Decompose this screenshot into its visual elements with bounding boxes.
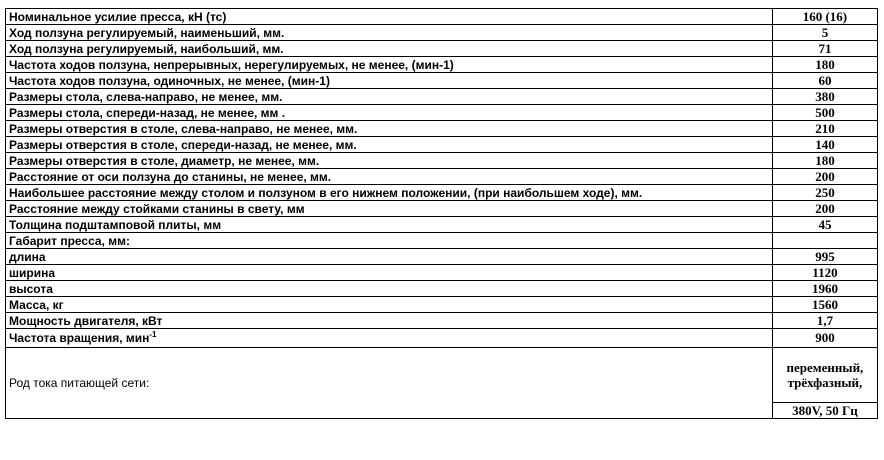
spec-param: длина [6,249,773,265]
power-type-line-2: трёхфазный, [787,375,863,390]
spec-value: 180 [772,153,877,169]
spec-value: 71 [772,41,877,57]
spec-param: Толщина подштамповой плиты, мм [6,217,773,233]
spec-value: 1560 [772,297,877,313]
spec-table-body [6,9,878,419]
spec-row [6,89,878,105]
rotation-unit-exponent: -1 [149,330,157,339]
spec-value: 5 [772,25,877,41]
spec-row [6,41,878,57]
spec-param: Расстояние между стойками станины в свету, мм [6,201,773,217]
spec-param: Размеры отверстия в столе, диаметр, не менее, мм. [6,153,773,169]
spec-param: Номинальное усилие пресса, кН (тс) [6,9,773,25]
spec-value: 45 [772,217,877,233]
spec-row-power [6,348,878,403]
spec-param: Наибольшее расстояние между столом и ползуном в его нижнем положении, (при наибольшем ходе), мм. [6,185,773,201]
spec-value: 380 [772,89,877,105]
spec-row [6,201,878,217]
spec-param: Род тока питающей сети: [6,348,773,419]
spec-param: Расстояние от оси ползуна до станины, не менее, мм. [6,169,773,185]
spec-param: Масса, кг [6,297,773,313]
power-type-line-1: переменный, [786,360,864,375]
spec-value: 200 [772,169,877,185]
spec-param: Размеры отверстия в столе, спереди-назад, не менее, мм. [6,137,773,153]
spec-row-rotation [6,329,878,348]
spec-row [6,297,878,313]
spec-row [6,137,878,153]
spec-value: 250 [772,185,877,201]
spec-param: Ход ползуна регулируемый, наибольший, мм. [6,41,773,57]
spec-value: 1,7 [772,313,877,329]
spec-row [6,25,878,41]
spec-row [6,169,878,185]
spec-param: Частота ходов ползуна, одиночных, не менее, (мин-1) [6,73,773,89]
spec-table [5,8,878,419]
spec-param: Размеры стола, слева-направо, не менее, мм. [6,89,773,105]
spec-row [6,185,878,201]
spec-param [6,329,773,348]
spec-value: 60 [772,73,877,89]
spec-row [6,121,878,137]
spec-value: 1960 [772,281,877,297]
rotation-label: Частота вращения, мин [9,331,150,345]
spec-value: 210 [772,121,877,137]
spec-row [6,265,878,281]
spec-value [772,233,877,249]
spec-row [6,153,878,169]
spec-row [6,57,878,73]
spec-param: Размеры стола, спереди-назад, не менее, мм . [6,105,773,121]
spec-param: Размеры отверстия в столе, слева-направо, не менее, мм. [6,121,773,137]
spec-value: 900 [772,329,877,348]
spec-param: Ход ползуна регулируемый, наименьший, мм. [6,25,773,41]
spec-value: 200 [772,201,877,217]
spec-row [6,9,878,25]
spec-value: 160 (16) [772,9,877,25]
spec-param: Габарит пресса, мм: [6,233,773,249]
spec-row [6,249,878,265]
spec-param: Частота ходов ползуна, непрерывных, нерегулируемых, не менее, (мин-1) [6,57,773,73]
spec-row [6,217,878,233]
spec-value-power-type [772,348,877,403]
spec-row [6,281,878,297]
spec-row [6,105,878,121]
spec-value: 1120 [772,265,877,281]
spec-param: Мощность двигателя, кВт [6,313,773,329]
spec-value-voltage: 380V, 50 Гц [772,403,877,419]
spec-row [6,73,878,89]
spec-row [6,313,878,329]
spec-value: 500 [772,105,877,121]
spec-value: 995 [772,249,877,265]
spec-value: 140 [772,137,877,153]
spec-param: ширина [6,265,773,281]
spec-value: 180 [772,57,877,73]
spec-param: высота [6,281,773,297]
spec-row [6,233,878,249]
